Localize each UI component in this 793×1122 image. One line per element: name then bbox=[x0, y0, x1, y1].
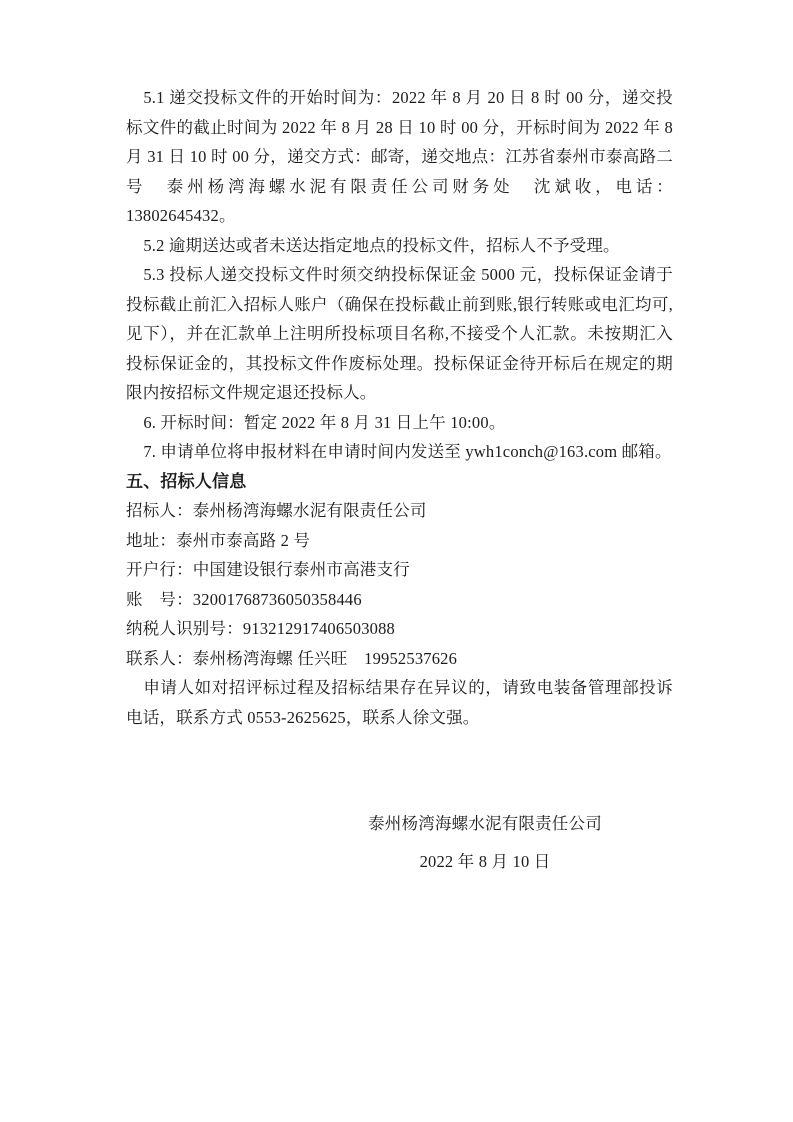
signature-company: 泰州杨湾海螺水泥有限责任公司 bbox=[368, 814, 602, 833]
clause-5-3: 5.3 投标人递交投标文件时须交纳投标保证金 5000 元，投标保证金请于投标截止前汇入招标人账户（确保在投标截止前到账,银行转账或电汇均可,见下），并在汇款单上注明所投标项目名称,不接受个人汇款。未按期汇入投标保证金的，其投标文件作废标处理。投标保证金待开标后在规定的期限内按招标文件规定退还投标人。 bbox=[126, 265, 673, 402]
signature-date: 2022 年 8 月 10 日 bbox=[419, 852, 551, 871]
clause-5-1: 5.1 递交投标文件的开始时间为：2022 年 8 月 20 日 8 时 00 分，递交投标文件的截止时间为 2022 年 8 月 28 日 10 时 00 分，开标时间为 2022 年 8 月 31 日 10 时 00 分，递交方式：邮寄，递交地点：江苏省泰州市泰高路二号 泰州杨湾海螺水泥有限责任公司财务处 沈斌收，电话：13802645432。 bbox=[126, 88, 673, 225]
signature-block bbox=[345, 809, 625, 877]
info-line-address: 地址：泰州市泰高路 2 号 bbox=[126, 530, 311, 550]
clause-7-email-submission: 7. 申请单位将申报材料在申请时间内发送至 ywh1conch@163.com 邮箱。 bbox=[143, 442, 672, 461]
document-body bbox=[126, 83, 673, 877]
info-line-tenderer: 招标人：泰州杨湾海螺水泥有限责任公司 bbox=[126, 501, 427, 520]
info-line-contact-person: 联系人：泰州杨湾海螺 任兴旺 19952537626 bbox=[126, 648, 458, 668]
section-heading-tenderer-info: 五、招标人信息 bbox=[126, 471, 247, 491]
clause-5-2: 5.2 逾期送达或者未送达指定地点的投标文件，招标人不予受理。 bbox=[143, 235, 620, 255]
clause-6-opening-time: 6. 开标时间：暂定 2022 年 8 月 31 日上午 10:00。 bbox=[143, 412, 506, 432]
paragraph-complaint-hotline: 申请人如对招评标过程及招标结果存在异议的，请致电装备管理部投诉电话，联系方式 0553-2625625，联系人徐文强。 bbox=[126, 678, 673, 727]
info-line-bank: 开户行：中国建设银行泰州市高港支行 bbox=[126, 560, 410, 579]
info-line-account-number: 账 号：32001768736050358446 bbox=[126, 589, 362, 609]
info-line-taxpayer-id: 纳税人识别号：913212917406503088 bbox=[126, 619, 395, 638]
